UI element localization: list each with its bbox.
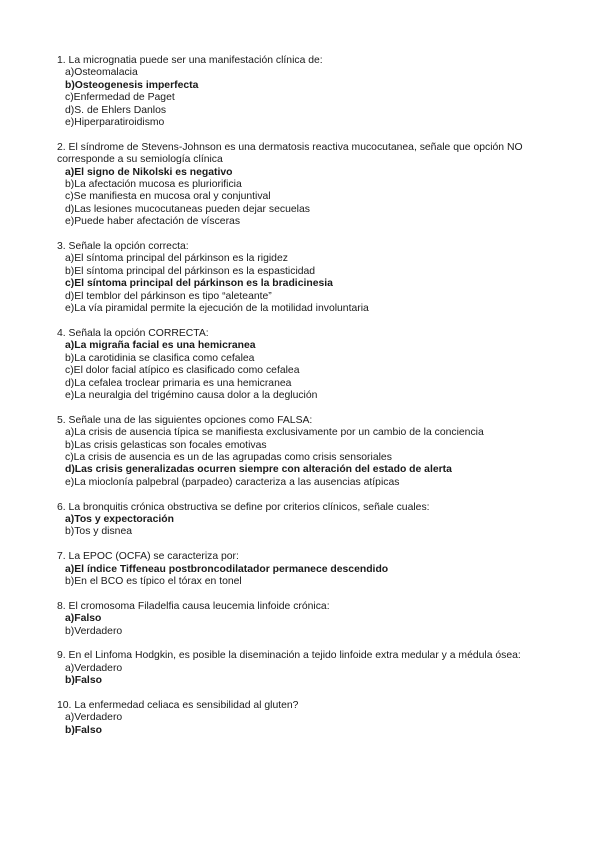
question-text: 5. Señale una de las siguientes opciones como FALSA: <box>57 414 313 426</box>
answer-option: a)La crisis de ausencia típica se manifiesta exclusivamente por un cambio de la conciencia <box>65 427 484 439</box>
question-3 <box>57 241 557 315</box>
answer-option-correct: a)Tos y expectoración <box>65 513 174 525</box>
answer-options <box>57 712 557 737</box>
answer-options <box>57 613 557 638</box>
question-text: 6. La bronquitis crónica obstructiva se define por criterios clínicos, señale cuales: <box>57 501 430 513</box>
answer-option: b)El síntoma principal del párkinson es la espasticidad <box>65 265 316 277</box>
question-text: 2. El síndrome de Stevens-Johnson es una dermatosis reactiva mucocutanea, señale que opción NO corresponde a su semiología clínica <box>57 141 523 166</box>
question-5 <box>57 415 557 489</box>
question-1 <box>57 55 557 129</box>
answer-option: d)La cefalea troclear primaria es una hemicranea <box>65 377 292 389</box>
answer-option: b)En el BCO es típico el tórax en tonel <box>65 575 242 587</box>
answer-option: e)Hiperparatiroidismo <box>65 117 165 129</box>
answer-option: d)El temblor del párkinson es tipo “aleteante” <box>65 290 272 302</box>
answer-option: b)La carotidinia se clasifica como cefalea <box>65 352 255 364</box>
answer-options <box>57 564 557 589</box>
question-text: 7. La EPOC (OCFA) se caracteriza por: <box>57 551 239 563</box>
answer-option: e)La vía piramidal permite la ejecución de la motilidad involuntaria <box>65 303 369 315</box>
answer-options <box>57 427 557 489</box>
answer-options <box>57 514 557 539</box>
answer-option: c)La crisis de ausencia es un de las agrupadas como crisis sensoriales <box>65 451 392 463</box>
question-8 <box>57 601 557 638</box>
answer-options <box>57 253 557 315</box>
answer-option: e)La neuralgia del trigémino causa dolor a la deglución <box>65 389 318 401</box>
answer-option: c)El dolor facial atípico es clasificado como cefalea <box>65 365 300 377</box>
answer-option: a)Osteomalacia <box>65 67 138 79</box>
question-text: 9. En el Linfoma Hodgkin, es posible la diseminación a tejido linfoide extra medular y a médula ósea: <box>57 650 521 662</box>
answer-option: e)La mioclonía palpebral (parpadeo) caracteriza a las ausencias atípicas <box>65 476 400 488</box>
answer-option-correct: a)La migraña facial es una hemicranea <box>65 340 256 352</box>
answer-option: b)Las crisis gelasticas son focales emotivas <box>65 439 267 451</box>
answer-option-correct: d)Las crisis generalizadas ocurren siempre con alteración del estado de alerta <box>65 464 452 476</box>
answer-option: a)Verdadero <box>65 712 123 724</box>
document-page <box>57 55 557 750</box>
answer-options <box>57 167 557 229</box>
answer-option: d)S. de Ehlers Danlos <box>65 104 167 116</box>
answer-option: b)Verdadero <box>65 625 123 637</box>
question-text: 3. Señale la opción correcta: <box>57 241 189 253</box>
answer-option-correct: b)Osteogenesis imperfecta <box>65 79 199 91</box>
answer-option-correct: b)Falso <box>65 675 102 687</box>
question-text: 4. Señala la opción CORRECTA: <box>57 327 209 339</box>
question-text: 8. El cromosoma Filadelfia causa leucemia linfoide crónica: <box>57 600 330 612</box>
answer-option: b)Tos y disnea <box>65 526 132 538</box>
question-10 <box>57 700 557 737</box>
answer-option: a)El síntoma principal del párkinson es la rigidez <box>65 253 288 265</box>
answer-option: c)Se manifiesta en mucosa oral y conjuntival <box>65 191 271 203</box>
question-2 <box>57 142 557 229</box>
answer-option-correct: a)El índice Tiffeneau postbroncodilatador permanece descendido <box>65 563 389 575</box>
answer-option: d)Las lesiones mucocutaneas pueden dejar secuelas <box>65 203 310 215</box>
answer-options <box>57 340 557 402</box>
answer-option-correct: a)Falso <box>65 613 102 625</box>
question-7 <box>57 551 557 588</box>
answer-option-correct: b)Falso <box>65 724 102 736</box>
question-text: 10. La enfermedad celiaca es sensibilidad al gluten? <box>57 699 299 711</box>
answer-options <box>57 663 557 688</box>
answer-option: b)La afectación mucosa es pluriorificia <box>65 179 242 191</box>
answer-option-correct: a)El signo de Nikolski es negativo <box>65 166 233 178</box>
answer-option: e)Puede haber afectación de vísceras <box>65 216 241 228</box>
question-text: 1. La micrognatia puede ser una manifestación clínica de: <box>57 55 323 66</box>
answer-option: c)Enfermedad de Paget <box>65 92 175 104</box>
answer-option: a)Verdadero <box>65 662 123 674</box>
question-6 <box>57 502 557 539</box>
question-4 <box>57 328 557 402</box>
answer-options <box>57 67 557 129</box>
question-9 <box>57 650 557 687</box>
answer-option-correct: c)El síntoma principal del párkinson es la bradicinesia <box>65 278 333 290</box>
